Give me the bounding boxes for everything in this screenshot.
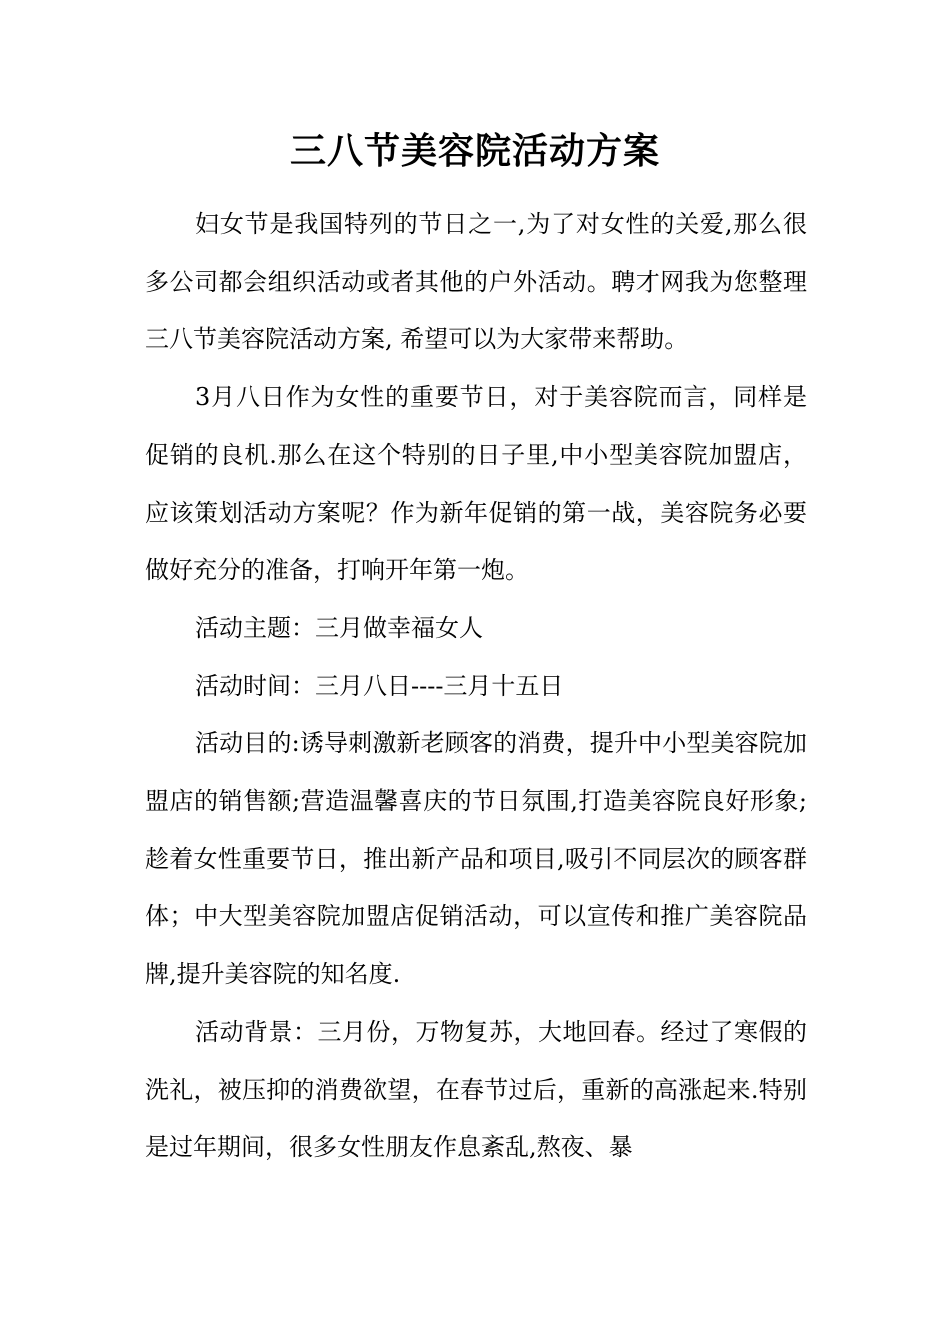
paragraph-background-march-eighth: 3月八日作为女性的重要节日，对于美容院而言，同样是促销的良机.那么在这个特别的日子里,中小型美容院加盟店，应该策划活动方案呢？作为新年促销的第一战，美容院务必要做好充分的准备，打响开年第一炮。: [145, 383, 807, 585]
document-body: [145, 196, 807, 1177]
paragraph-activity-theme: 活动主题：三月做幸福女人: [195, 613, 483, 642]
paragraph-activity-background: 活动背景：三月份，万物复苏，大地回春。经过了寒假的洗礼，被压抑的消费欲望，在春节过后，重新的高涨起来.特别是过年期间，很多女性朋友作息紊乱,熬夜、暴: [145, 1017, 807, 1162]
paragraph-activity-time: 活动时间：三月八日----三月十五日: [195, 671, 564, 700]
document-title: 三八节美容院活动方案: [289, 131, 660, 172]
paragraph-activity-purpose: 活动目的:诱导刺激新老顾客的消费，提升中小型美容院加盟店的销售额;营造温馨喜庆的节日氛围,打造美容院良好形象;趁着女性重要节日，推出新产品和项目,吸引不同层次的顾客群体；中大型美容院加盟店促销活动，可以宣传和推广美容院品牌,提升美容院的知名度.: [145, 729, 807, 989]
paragraph-intro: 妇女节是我国特列的节日之一,为了对女性的关爱,那么很多公司都会组织活动或者其他的户外活动。聘才网我为您整理三八节美容院活动方案, 希望可以为大家带来帮助。: [145, 210, 807, 354]
